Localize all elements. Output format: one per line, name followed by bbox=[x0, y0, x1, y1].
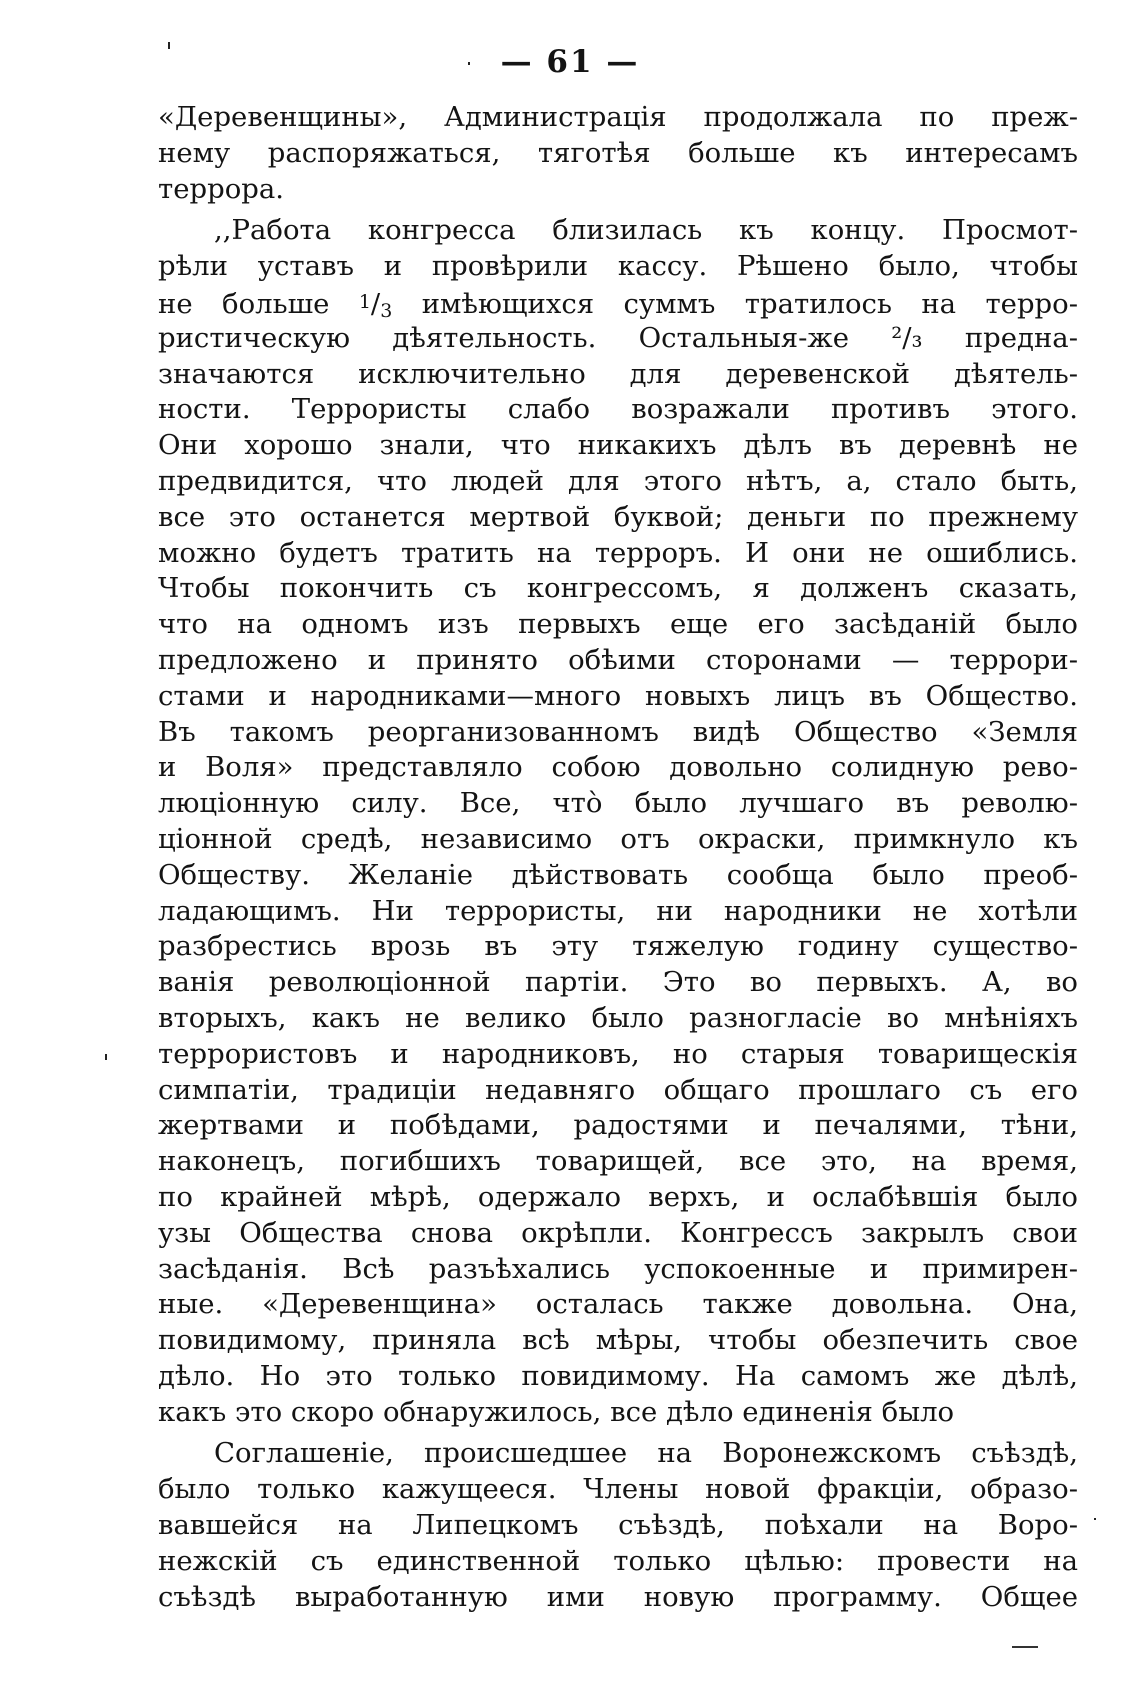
paragraph-3 bbox=[158, 1436, 1078, 1615]
text-line: предложено и принято обѣими сторонами — террори- bbox=[158, 643, 1078, 676]
text-fragment: не больше bbox=[158, 287, 359, 320]
text-line: стами и народниками—много новыхъ лицъ въ Общество. bbox=[158, 679, 1078, 712]
text-line: что на одномъ изъ первыхъ еще его засѣданій было bbox=[158, 608, 1078, 641]
fraction-slash: / bbox=[370, 287, 381, 320]
scan-speck bbox=[105, 1054, 107, 1060]
text-line: было только кажущееся. Члены новой фракціи, образо- bbox=[158, 1473, 1078, 1506]
text-line: жертвами и побѣдами, радостями и печалями, тѣни, bbox=[158, 1109, 1078, 1142]
text-line: люціонную силу. Все, чтò было лучшаго въ револю- bbox=[158, 787, 1078, 820]
fraction-numerator: 1 bbox=[358, 290, 371, 313]
text-line: террора. bbox=[158, 172, 284, 205]
text-line: ладающимъ. Ни террористы, ни народники не хотѣли bbox=[158, 894, 1078, 927]
text-line: Соглашеніе, происшедшее на Воронежскомъ съѣздѣ, bbox=[214, 1437, 1078, 1470]
text-line bbox=[158, 285, 1078, 321]
text-line: ные. «Деревенщина» осталась также довольна. Она, bbox=[158, 1288, 1078, 1321]
text-line: Въ такомъ реорганизованномъ видѣ Общество «Земля bbox=[158, 715, 1078, 748]
text-line: какъ это скоро обнаружилось, все дѣло единенія было bbox=[158, 1395, 955, 1428]
text-line: «Деревенщины», Администрація продолжала по преж- bbox=[158, 101, 1078, 133]
text-line: вавшейся на Липецкомъ съѣздѣ, поѣхали на Воро- bbox=[158, 1509, 1078, 1542]
paragraph-1 bbox=[158, 100, 1078, 207]
text-line: дѣло. Но это только повидимому. На самомъ же дѣлѣ, bbox=[158, 1359, 1078, 1392]
text-line: ристическую дѣятельность. Остальныя-же ²/₃ предна- bbox=[158, 321, 1078, 354]
text-line: разбрестись врозь въ эту тяжелую годину существо- bbox=[158, 930, 1078, 963]
text-line: Обществу. Желаніе дѣйствовать сообща было преоб- bbox=[158, 858, 1078, 891]
text-line: ,,Работа конгресса близилась къ концу. Просмот- bbox=[214, 214, 1078, 247]
text-line: нему распоряжаться, тяготѣя больше къ интересамъ bbox=[158, 136, 1078, 169]
text-line: значаются исключительно для деревенской дѣятель- bbox=[158, 357, 1078, 390]
text-line: симпатіи, традиціи недавняго общаго прошлаго съ его bbox=[158, 1073, 1078, 1106]
scan-speck bbox=[168, 42, 170, 49]
text-line: ванія революціонной партіи. Это во первыхъ. А, во bbox=[158, 966, 1078, 999]
text-line: съѣздѣ выработанную ими новую программу. Общее bbox=[158, 1580, 1078, 1613]
text-line: узы Общества снова окрѣпли. Конгрессъ закрылъ свои bbox=[158, 1216, 1078, 1249]
text-line: все это останется мертвой буквой; деньги по прежнему bbox=[158, 500, 1078, 533]
text-line: предвидится, что людей для этого нѣтъ, а, стало быть, bbox=[158, 464, 1078, 497]
text-line: вторыхъ, какъ не велико было разногласіе во мнѣніяхъ bbox=[158, 1001, 1078, 1034]
page-body bbox=[158, 100, 1078, 1615]
text-line: наконецъ, погибшихъ товарищей, все это, на время, bbox=[158, 1145, 1078, 1178]
footer-dash bbox=[1012, 1646, 1038, 1648]
scan-speck bbox=[468, 62, 470, 65]
text-line: нежскій съ единственной только цѣлью: провести на bbox=[158, 1544, 1078, 1577]
text-line: и Воля» представляло собою довольно солидную рево- bbox=[158, 751, 1078, 784]
text-line: можно будетъ тратить на терроръ. И они не ошиблись. bbox=[158, 536, 1078, 569]
text-line: террористовъ и народниковъ, но старыя товарищескія bbox=[158, 1037, 1078, 1070]
text-line: ціонной средѣ, независимо отъ окраски, примкнуло къ bbox=[158, 822, 1078, 855]
page-number: — 61 — bbox=[500, 44, 640, 80]
text-fragment: имѣющихся суммъ тратилось на терро- bbox=[392, 287, 1078, 320]
fraction-denominator: 3 bbox=[380, 299, 393, 321]
scan-speck bbox=[1094, 1518, 1096, 1520]
text-line: по крайней мѣрѣ, одержало верхъ, и ослабѣвшія было bbox=[158, 1180, 1078, 1213]
text-line: Чтобы покончить съ конгрессомъ, я долженъ сказать, bbox=[158, 572, 1078, 605]
paragraph-2 bbox=[158, 213, 1078, 1430]
text-line: засѣданія. Всѣ разъѣхались успокоенные и примирен- bbox=[158, 1252, 1078, 1285]
text-line: Они хорошо знали, что никакихъ дѣлъ въ деревнѣ не bbox=[158, 429, 1078, 462]
text-line: рѣли уставъ и провѣрили кассу. Рѣшено было, чтобы bbox=[158, 250, 1078, 283]
text-line: ности. Террористы слабо возражали противъ этого. bbox=[158, 393, 1078, 426]
text-line: повидимому, приняла всѣ мѣры, чтобы обезпечить свое bbox=[158, 1324, 1078, 1357]
